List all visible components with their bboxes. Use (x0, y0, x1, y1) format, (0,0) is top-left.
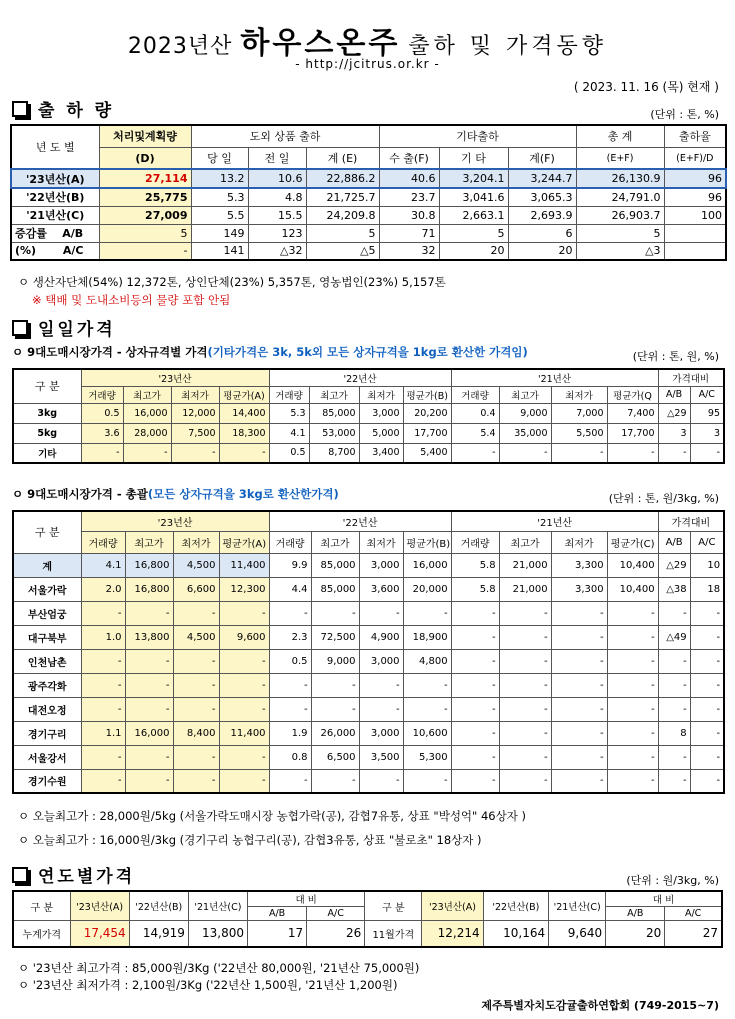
table-row: '22년산(B) 25,775 5.3 4.8 21,725.7 23.7 3,041.6 3,065.3 24,791.0 96 (11, 188, 726, 206)
yearly-unit: (단위 : 원/3kg, %) (626, 874, 719, 887)
season-max-note: ㅇ '23년산 최고가격 : 85,000원/3Kg ('22년산 80,000원, '21년산 75,000원) (18, 961, 420, 975)
table-row: '21년산(C) 27,009 5.5 15.5 24,209.8 30.8 2,663.1 2,693.9 26,903.7 100 (11, 206, 726, 224)
table-row: 광주각화 - - - - - - - - - - - - - - (13, 673, 724, 697)
th-plan-sub: (D) (99, 147, 191, 169)
th-other: 기타출하 (379, 125, 576, 147)
table-row: 서울강서 - - - - 0.8 6,500 3,500 5,300 - - - - - - (13, 745, 724, 769)
title-year: 2023년산 (127, 34, 233, 59)
table-row: 5kg 3.6 28,000 7,500 18,300 4.1 53,000 5,000 17,700 5.4 35,000 5,500 17,700 3 3 (13, 423, 724, 443)
site-url[interactable]: - http://jcitrus.or.kr - (295, 57, 440, 71)
th-sum-e: 계 (E) (306, 147, 379, 169)
footer-organization: 제주특별자치도감귤출하연합회 (749-2015~7) (481, 999, 719, 1012)
th-etc: 기 타 (439, 147, 508, 169)
th-prev: 전 일 (248, 147, 306, 169)
table-row: 경기수원 - - - - - - - - - - - - - - (13, 769, 724, 793)
table-row: '23년산(A) 27,114 13.2 10.6 22,886.2 40.6 3,204.1 3,244.7 26,130.9 96 (11, 169, 726, 188)
season-min-note: ㅇ '23년산 최저가격 : 2,100원/3Kg ('22년산 1,500원, '21년산 1,200원) (18, 978, 398, 992)
page-title (0, 18, 735, 62)
table-row: 3kg 0.5 16,000 12,000 14,400 5.3 85,000 3,000 20,200 0.4 9,000 7,000 7,400 △29 95 (13, 403, 724, 423)
th-plan: 처리및계획량 (99, 125, 191, 147)
th-year: 년 도 별 (11, 125, 99, 169)
shipment-table (10, 124, 727, 261)
price-by-box-table: 구 분 '23년산 '22년산 '21년산 가격대비 거래량 최고가 최저가 평균가(A) 거래량 최고가 최저가 평균가(B) 거래량 최고가 최저가 평균가(Q A/B A/C 3kg 0.5 16,000 12,000 14,400 5.3 85,000 3,000 20,200 0.4 9,000 7,000 7,400 △29 95 5kg 3.6 28,000 7,500 18,300 4.1 53,000 5,000 17,700 5.4 35,000 5,500 17,700 3 3 기타 - - - - 0.5 8,700 3,400 5,400 - - - - - - (12, 368, 725, 464)
checkbox-square-icon (12, 320, 28, 336)
th-export: 수 출(F) (379, 147, 439, 169)
table-row: 대전오정 - - - - - - - - - - - - - - (13, 697, 724, 721)
table-row: 계 4.1 16,800 4,500 11,400 9.9 85,000 3,000 16,000 5.8 21,000 3,300 10,400 △29 10 (13, 553, 724, 577)
today-max-3kg-note: ㅇ 오늘최고가 : 16,000원/3kg (경기구리 농협구리(공), 감협3유통, 상표 "불로초" 18상자 ) (18, 833, 482, 847)
table-row: 증감률 A/B 5 149 123 5 71 5 6 5 (11, 224, 726, 242)
section-daily-heading (12, 315, 116, 340)
table-row: 부산엄궁 - - - - - - - - - - - - - - (13, 601, 724, 625)
checkbox-square-icon (12, 867, 28, 883)
price-total-table: 구 분 '23년산 '22년산 '21년산 가격대비 거래량 최고가 최저가 평균가(A) 거래량 최고가 최저가 평균가(B) 거래량 최고가 최저가 평균가(C) A/B A/C 계 4.1 16,800 4,500 11,400 9.9 85,000 3,000 16,000 5.8 21,000 3,300 10,400 △29 10 서울가락 2.0 16,800 6,600 12,300 4.4 85,000 3,600 20,000 5.8 21,000 3,300 10,400 △38 18 부산엄궁 - - - - - - - - - - - - - - 대구북부 1.0 13,800 4,500 9,600 2.3 72,500 4,900 18,900 - - - - △49 - 인천남촌 - - - - 0.5 9,000 3,000 4,800 - - - - - - 광주각화 - - - - - - - - - - - - - - 대전오정 - - - - - - - - - - - - - - 경기구리 1.1 16,000 8,400 11,400 1.9 26,000 3,000 10,600 - - - - 8 - 서울강서 - - - - 0.8 6,500 3,500 5,300 - - - - - - 경기수원 - - - - - - - - - - - - - - (12, 510, 725, 794)
table-row: (%) A/C - 141 △32 △5 32 20 20 △3 (11, 242, 726, 260)
market-total-subtitle: ㅇ 9대도매시장가격 - 총괄(모든 상자규격을 3kg로 환산한가격) (12, 487, 339, 501)
th-rate-sub: (E+F)/D (664, 147, 726, 169)
market-by-box-subtitle: ㅇ 9대도매시장가격 - 상자규격별 가격(기타가격은 3k, 5k외 모든 상자규격을 1kg로 환산한 가격임) (12, 345, 528, 359)
th-sum-f: 계(F) (508, 147, 576, 169)
title-main: 하우스온주 (240, 26, 401, 61)
title-tail: 출하 및 가격동향 (408, 34, 608, 59)
th-domestic: 도외 상품 출하 (191, 125, 379, 147)
section-shipment-heading (12, 96, 114, 121)
today-max-5kg-note: ㅇ 오늘최고가 : 28,000원/5kg (서울가락도매시장 농협가락(공), 감협7유통, 상표 "박성억" 46상자 ) (18, 809, 526, 823)
section-yearly-title: 연도별가격 (38, 867, 136, 887)
section-daily-title: 일일가격 (38, 320, 116, 340)
checkbox-square-icon (12, 101, 28, 117)
th-total-sub: (E+F) (576, 147, 664, 169)
table-row: 누계가격 17,454 14,919 13,800 17 26 11월가격 12,214 10,164 9,640 20 27 (13, 921, 722, 947)
table-row: 기타 - - - - 0.5 8,700 3,400 5,400 - - - - - - (13, 443, 724, 463)
th-total: 총 계 (576, 125, 664, 147)
producer-note: ㅇ 생산자단체(54%) 12,372톤, 상인단체(23%) 5,357톤, 영농법인(23%) 5,157톤 (18, 275, 446, 289)
table-row: 경기구리 1.1 16,000 8,400 11,400 1.9 26,000 3,000 10,600 - - - - 8 - (13, 721, 724, 745)
exclusion-note: ※ 택배 및 도내소비등의 물량 포함 안됨 (32, 293, 231, 307)
yearly-price-table: 구 분 '23년산(A) '22년산(B) '21년산(C) 대 비 구 분 '23년산(A) '22년산(B) '21년산(C) 대 비 A/B A/C A/B A/C 누계가격 17,454 14,919 13,800 17 26 11월가격 12,214 10,164 9,640 20 27 (12, 890, 723, 948)
section-shipment-title: 출 하 량 (38, 101, 115, 121)
shipment-unit: (단위 : 톤, %) (650, 108, 719, 121)
daily-unit-1: (단위 : 톤, 원, %) (632, 350, 719, 363)
daily-unit-2: (단위 : 톤, 원/3kg, %) (608, 492, 719, 505)
table-row: 인천남촌 - - - - 0.5 9,000 3,000 4,800 - - - - - - (13, 649, 724, 673)
report-date: ( 2023. 11. 16 (목) 현재 ) (573, 80, 719, 94)
table-row: 서울가락 2.0 16,800 6,600 12,300 4.4 85,000 3,600 20,000 5.8 21,000 3,300 10,400 △38 18 (13, 577, 724, 601)
th-rate: 출하율 (664, 125, 726, 147)
table-row: 대구북부 1.0 13,800 4,500 9,600 2.3 72,500 4,900 18,900 - - - - △49 - (13, 625, 724, 649)
section-yearly-heading (12, 862, 135, 887)
th-day: 당 일 (191, 147, 248, 169)
